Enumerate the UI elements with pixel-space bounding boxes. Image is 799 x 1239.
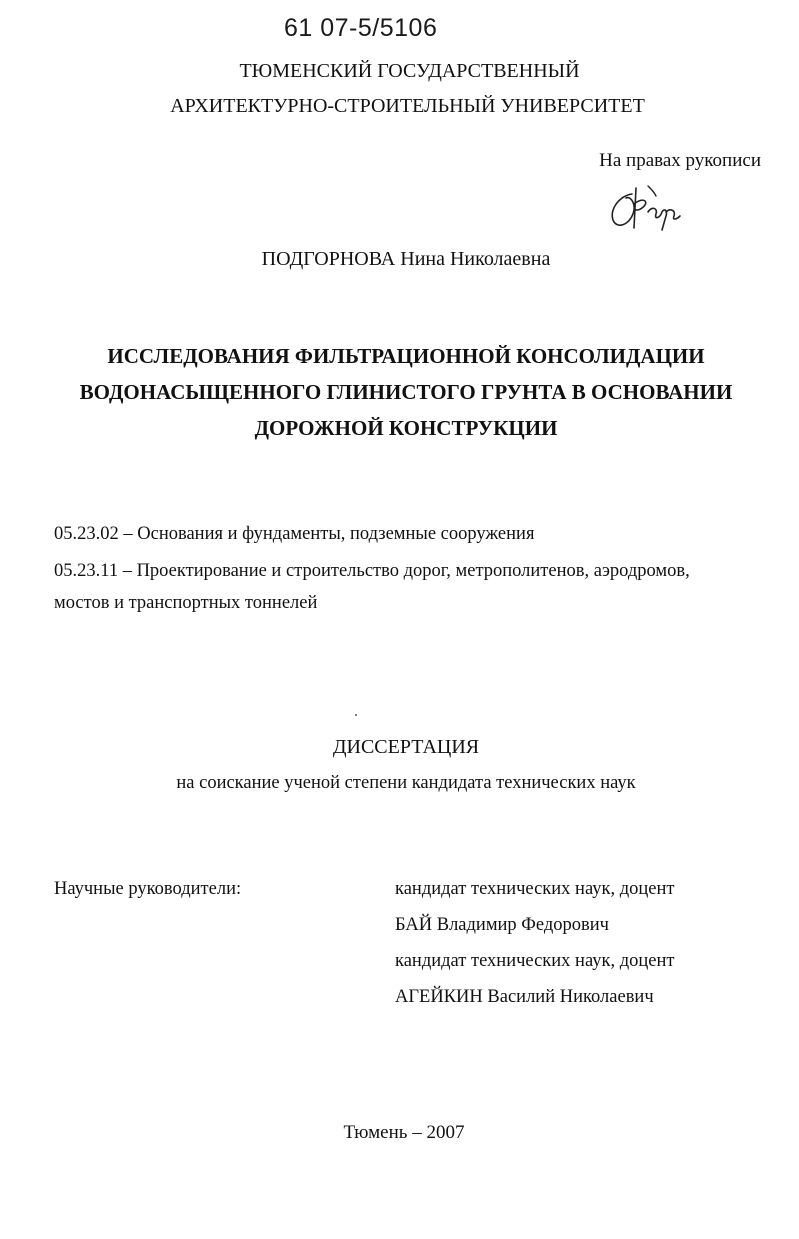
- supervisor2-name: АГЕЙКИН Василий Николаевич: [395, 987, 654, 1007]
- archive-stamp-number: 61 07-5/5106: [284, 14, 438, 42]
- city-year: Тюмень – 2007: [343, 1122, 465, 1143]
- specialty-line3: мостов и транспортных тоннелей: [54, 593, 318, 613]
- specialty-line2: 05.23.11 – Проектирование и строительство дорог, метрополитенов, аэродромов,: [54, 561, 690, 581]
- supervisor1-degree: кандидат технических наук, доцент: [395, 879, 675, 899]
- author-name: ПОДГОРНОВА Нина Николаевна: [261, 248, 551, 270]
- supervisor2-degree: кандидат технических наук, доцент: [395, 951, 675, 971]
- scan-speck: [355, 714, 357, 716]
- supervisor1-name: БАЙ Владимир Федорович: [395, 915, 609, 935]
- title-line2: ВОДОНАСЫЩЕННОГО ГЛИНИСТОГО ГРУНТА В ОСНОВАНИИ: [79, 380, 733, 404]
- author-signature: [604, 182, 684, 242]
- dissertation-title: [0, 338, 799, 446]
- university-name-line2: АРХИТЕКТУРНО-СТРОИТЕЛЬНЫЙ УНИВЕРСИТЕТ: [170, 95, 645, 117]
- dissertation-heading: ДИССЕРТАЦИЯ: [332, 736, 480, 758]
- supervisors-label: Научные руководители:: [54, 879, 242, 899]
- university-name-line1: ТЮМЕНСКИЙ ГОСУДАРСТВЕННЫЙ: [239, 60, 580, 82]
- title-line1: ИССЛЕДОВАНИЯ ФИЛЬТРАЦИОННОЙ КОНСОЛИДАЦИИ: [107, 344, 705, 368]
- specialty-line1: 05.23.02 – Основания и фундаменты, подземные сооружения: [54, 524, 535, 544]
- degree-subtitle: на соискание ученой степени кандидата технических наук: [176, 773, 636, 793]
- title-line3: ДОРОЖНОЙ КОНСТРУКЦИИ: [254, 416, 558, 440]
- manuscript-rights-note: На правах рукописи: [599, 150, 761, 171]
